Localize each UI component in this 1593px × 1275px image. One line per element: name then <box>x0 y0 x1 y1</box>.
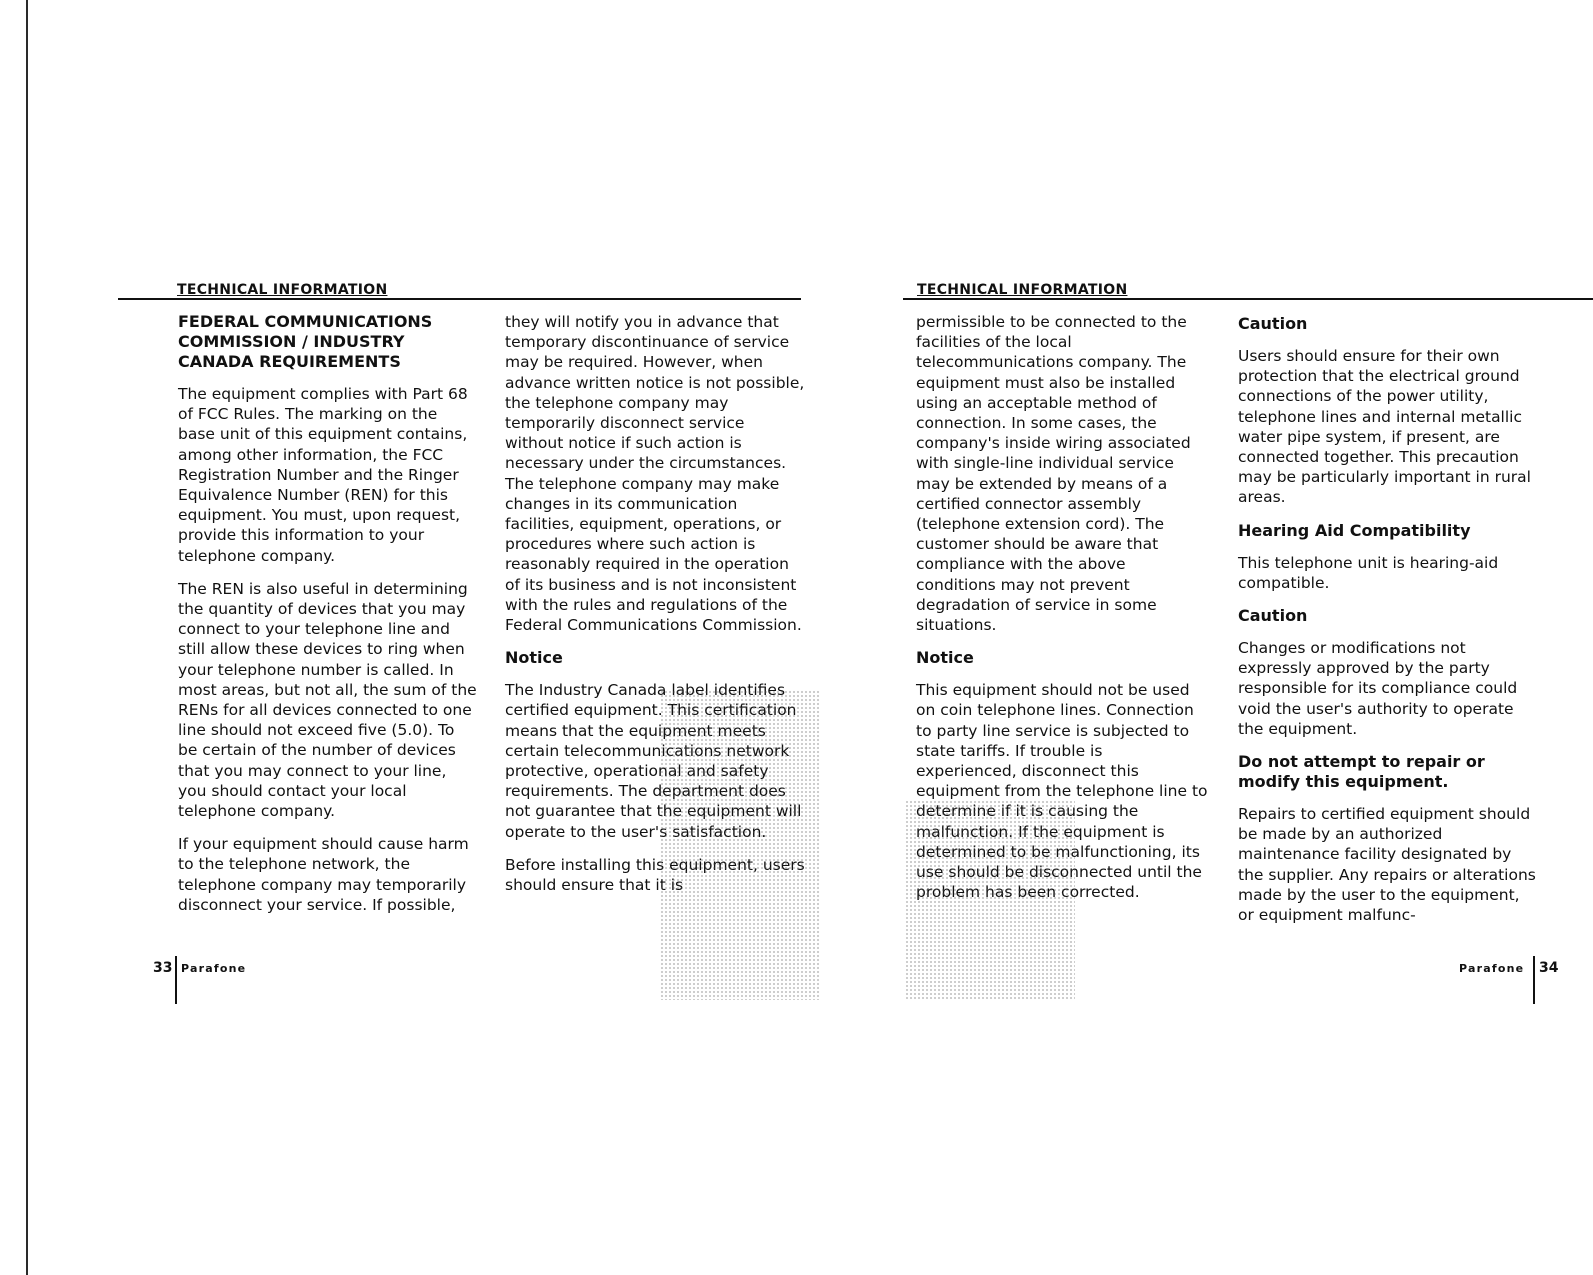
paragraph: The REN is also useful in determining the quantity of devices that you may connect to your telephone line and still allow these devices to ring when your telephone number is called. In most areas, but not all, the sum of the RENs for all devices connected to one line should not exceed five (5.0). To be certain of the number of devices that you may connect to your line, you should contact your local telephone company. <box>178 579 477 821</box>
paragraph: Users should ensure for their own protection that the electrical ground connections of the power utility, telephone lines and internal metallic water pipe system, if present, are connected together. This precaution may be particularly important in rural areas. <box>1238 347 1531 507</box>
paragraph: Before installing this equipment, users should ensure that it is <box>505 855 805 895</box>
paragraph: they will notify you in advance that temporary discontinuance of service may be required. However, when advance written notice is not possible, the telephone company may temporarily disconnect service without notice if such action is necessary under the circumstances. The telephone company may make changes in its communication facilities, equipment, operations, or procedures where such action is reasonably required in the operation of its business and is not inconsistent with the rules and regulations of the Federal Communications Commission. <box>505 313 805 635</box>
paragraph: permissible to be connected to the facilities of the local telecommunications company. The equipment must also be installed using an acceptable method of connection. In some cases, the company's inside wiring associated with single-line individual service may be extended by means of a certified connector assembly (telephone extension cord). The customer should be aware that compliance with the above conditions may not prevent degradation of service in some situations. <box>916 313 1191 635</box>
notice-heading: Notice <box>505 648 563 668</box>
fcc-heading: FEDERAL COMMUNICATIONS COMMISSION / INDUSTRY CANADA REQUIREMENTS <box>178 312 433 371</box>
footer-divider-left <box>175 956 177 1004</box>
paragraph: Changes or modifications not expressly approved by the party responsible for its compliance could void the user's authority to operate the equipment. <box>1238 639 1518 738</box>
paragraph: Repairs to certified equipment should be made by an authorized maintenance facility designated by the supplier. Any repairs or alterations made by the user to the equipment, or equipment malfunc- <box>1238 805 1536 925</box>
right-header-rule <box>903 298 1593 300</box>
brand-logo-left: Parafone <box>181 962 247 975</box>
left-header-rule <box>118 298 801 300</box>
paragraph: This equipment should not be used on coin telephone lines. Connection to party line service is subjected to state tariffs. If trouble is experienced, disconnect this equipment from the telephone line to determine if it is causing the malfunction. If the equipment is determined to be malfunctioning, its use should be disconnected until the problem has been corrected. <box>916 681 1208 902</box>
hac-heading: Hearing Aid Compatibility <box>1238 520 1471 540</box>
brand-logo-right: Parafone <box>1459 962 1525 975</box>
halftone-artifact <box>905 800 1075 1000</box>
repair-heading: Do not attempt to repair or modify this equipment. <box>1238 752 1485 792</box>
caution-heading: Caution <box>1238 314 1308 333</box>
halftone-artifact <box>660 690 820 1000</box>
paragraph: The equipment complies with Part 68 of FCC Rules. The marking on the base unit of this equipment contains, among other information, the FCC Registration Number and the Ringer Equivalence Number (REN) for this equipment. You must, upon request, provide this information to your telephone company. <box>178 385 468 565</box>
page-number-right: 34 <box>1539 960 1559 976</box>
right-header: TECHNICAL INFORMATION <box>917 282 1128 298</box>
notice-heading: Notice <box>916 648 974 668</box>
paragraph: The Industry Canada label identifies certified equipment. This certification means that the equipment meets certain telecommunications network protective, operational and safety requirements. The department does not guarantee that the equipment will operate to the user's satisfaction. <box>505 681 802 841</box>
right-column-2 <box>1238 312 1538 938</box>
paragraph: This telephone unit is hearing-aid compatible. <box>1238 553 1499 592</box>
footer-divider-right <box>1533 956 1535 1004</box>
left-header: TECHNICAL INFORMATION <box>177 282 388 298</box>
scan-edge-line <box>26 0 28 1275</box>
caution-heading: Caution <box>1238 606 1308 626</box>
paragraph: If your equipment should cause harm to the telephone network, the telephone company may temporarily disconnect your service. If possible, <box>178 835 469 914</box>
page-number-left: 33 <box>153 960 173 976</box>
left-column-1 <box>178 312 478 928</box>
